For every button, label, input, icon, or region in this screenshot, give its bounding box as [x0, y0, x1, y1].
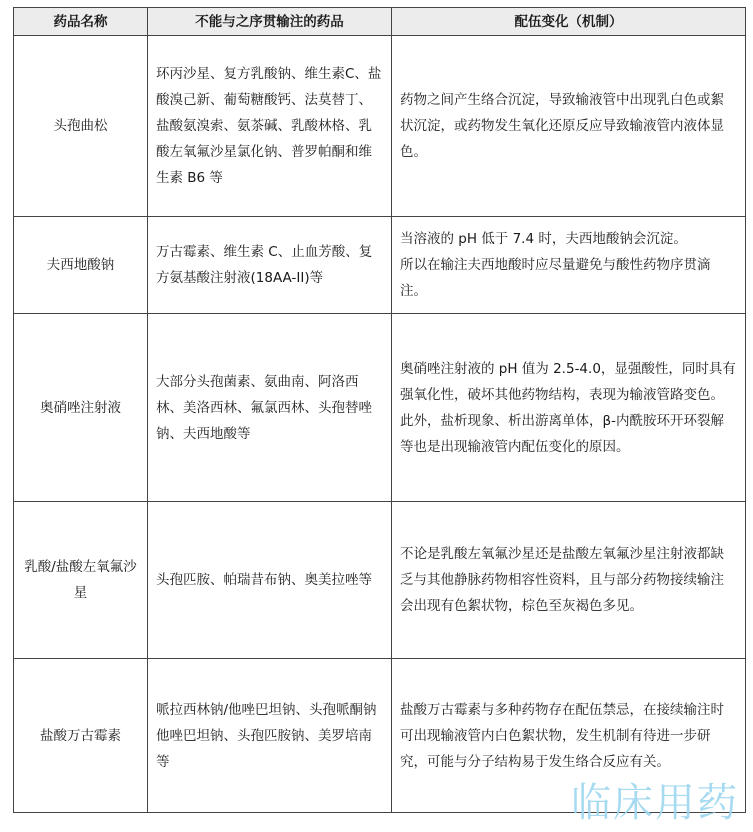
mechanism-cell: [392, 502, 746, 659]
mechanism-paragraph: 所以在输注夫西地酸时应尽量避免与酸性药物序贯滴注。: [400, 257, 711, 299]
mechanism-paragraph: 当溶液的 pH 低于 7.4 时，夫西地酸钠会沉淀。: [400, 231, 687, 247]
table-row: [14, 217, 746, 314]
table-header-row: [14, 8, 746, 36]
mechanism-paragraph: 奥硝唑注射液的 pH 值为 2.5-4.0，显强酸性，同时具有强氧化性，破坏其他药物结构，表现为输液管路变色。: [400, 360, 736, 403]
mechanism-paragraph: 此外，盐析现象、析出游离单体，β-内酰胺环开环裂解等也是出现输液管内配伍变化的原因。: [400, 412, 724, 455]
header-drug-name: 药品名称: [14, 8, 148, 36]
table-row: [14, 36, 746, 217]
watermark-logo-text: 临床用药: [571, 780, 739, 826]
mechanism-cell: [392, 36, 746, 217]
incompatible-drugs-cell: 万古霉素、维生素 C、止血芳酸、复方氨基酸注射液(18AA-II)等: [148, 217, 392, 314]
incompatible-drugs-cell: 环丙沙星、复方乳酸钠、维生素C、盐酸溴己新、葡萄糖酸钙、法莫替丁、盐酸氨溴索、氨茶碱、乳酸林格、乳酸左氧氟沙星氯化钠、普罗帕酮和维生素 B6 等: [148, 36, 392, 217]
drug-name-cell: 盐酸万古霉素: [14, 659, 148, 813]
drug-name-cell: 头孢曲松: [14, 36, 148, 217]
header-mechanism: 配伍变化（机制）: [392, 8, 746, 36]
drug-compatibility-table: [13, 7, 746, 813]
mechanism-paragraph: 盐酸万古霉素与多种药物存在配伍禁忌，在接续输注时可出现输液管内白色絮状物，发生机制有待进一步研究，可能与分子结构易于发生络合反应有关。: [400, 701, 724, 770]
drug-name-cell: 乳酸/盐酸左氧氟沙星: [14, 502, 148, 659]
drug-name-cell: 奥硝唑注射液: [14, 314, 148, 502]
incompatible-drugs-cell: 哌拉西林钠/他唑巴坦钠、头孢哌酮钠他唑巴坦钠、头孢匹胺钠、美罗培南等: [148, 659, 392, 813]
mechanism-cell: [392, 314, 746, 502]
table-row: [14, 314, 746, 502]
mechanism-cell: [392, 217, 746, 314]
mechanism-paragraph: 药物之间产生络合沉淀，导致输液管中出现乳白色或絮状沉淀，或药物发生氧化还原反应导致输液管内液体显色。: [400, 92, 724, 160]
header-incompatible-drugs: 不能与之序贯输注的药品: [148, 8, 392, 36]
incompatible-drugs-cell: 头孢匹胺、帕瑞昔布钠、奥美拉唑等: [148, 502, 392, 659]
table-row: [14, 502, 746, 659]
drug-name-cell: 夫西地酸钠: [14, 217, 148, 314]
incompatible-drugs-cell: 大部分头孢菌素、氨曲南、阿洛西林、美洛西林、氟氯西林、头孢替唑钠、夫西地酸等: [148, 314, 392, 502]
mechanism-paragraph: 不论是乳酸左氧氟沙星还是盐酸左氧氟沙星注射液都缺乏与其他静脉药物相容性资料，且与部分药物接续输注会出现有色絮状物，棕色至灰褐色多见。: [400, 546, 724, 614]
